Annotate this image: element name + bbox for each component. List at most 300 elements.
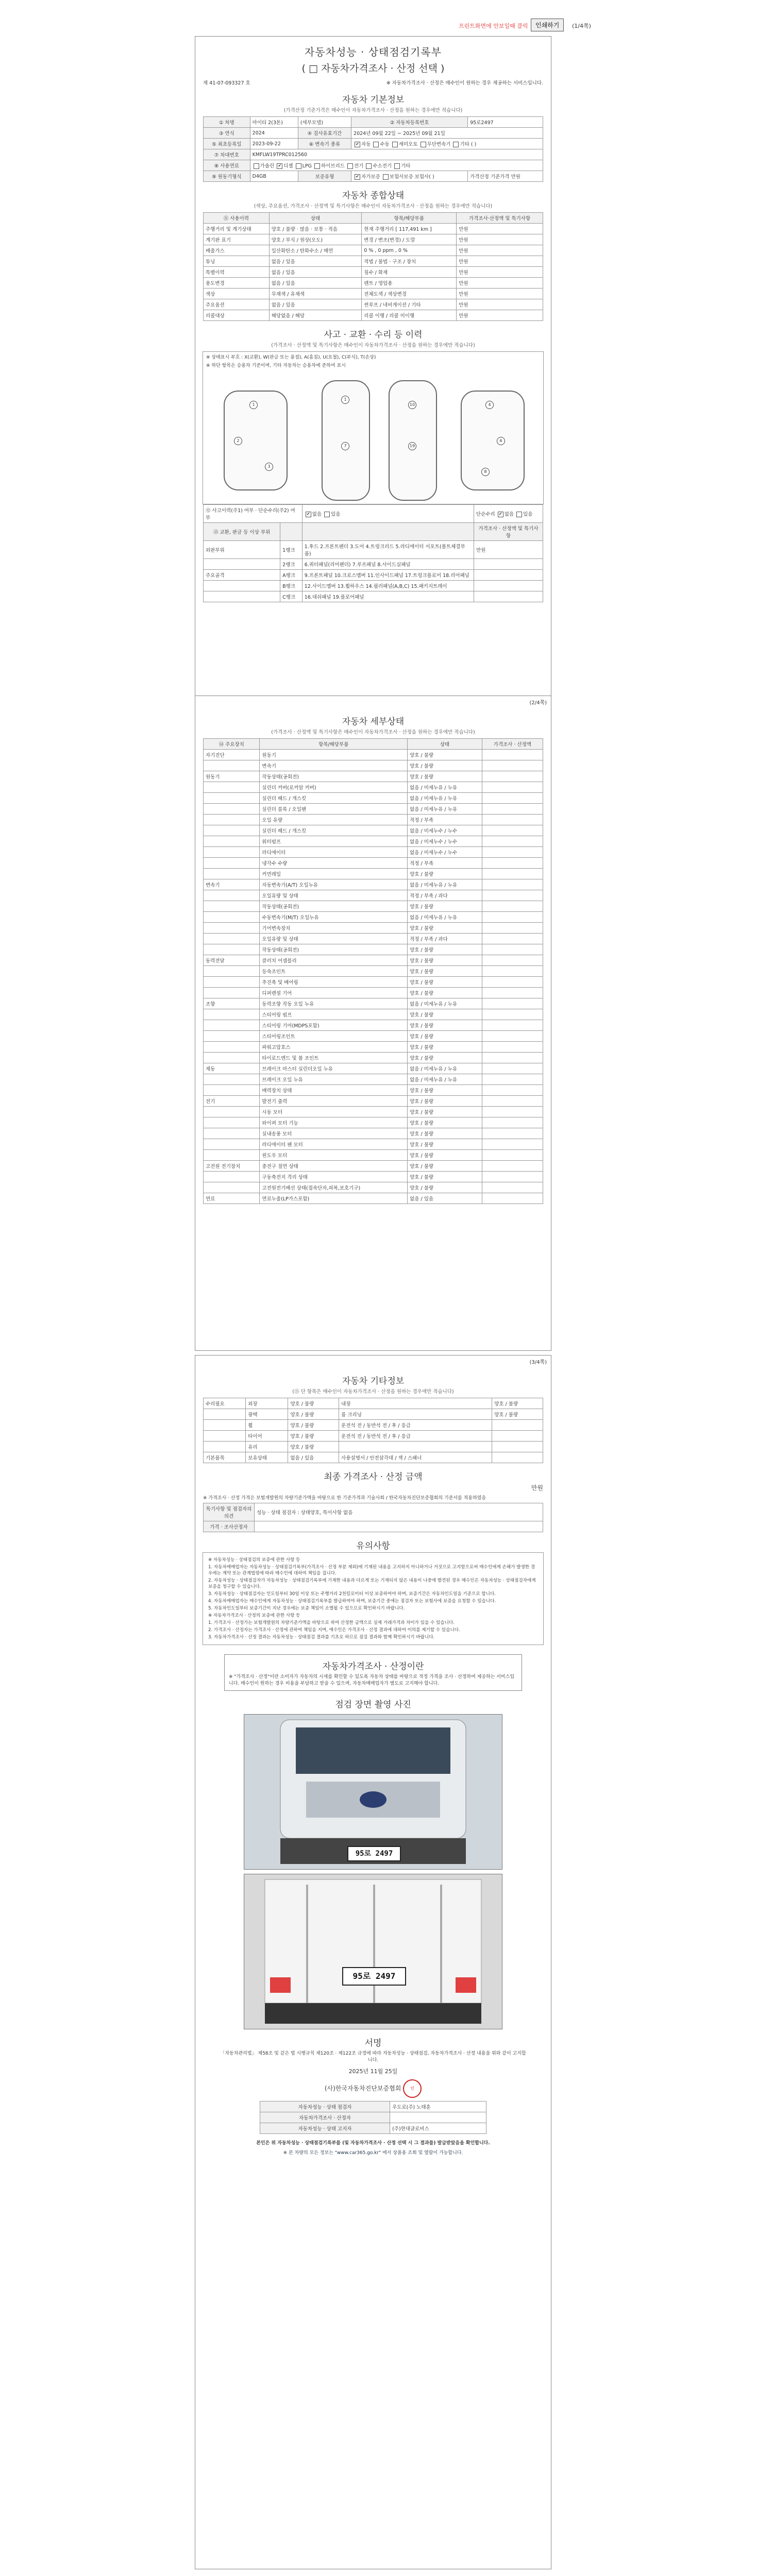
cell: 조향 <box>204 998 260 1009</box>
cell: 양호 / 불량 <box>408 923 482 934</box>
cell: 충전구 절연 상태 <box>260 1161 408 1172</box>
cell: 양호 / 불량 <box>408 955 482 966</box>
cell: 양호 / 불량 <box>288 1431 339 1442</box>
doc-subtitle: ( □ 자동차가격조사 · 산정 선택 ) <box>301 63 445 74</box>
checkbox <box>516 512 522 517</box>
cell <box>204 1182 260 1193</box>
sign-body <box>260 2102 486 2134</box>
cell: 브레이크 마스터 실린더오일 누유 <box>260 1063 408 1074</box>
engine: D4GB <box>250 171 298 182</box>
cell <box>204 1117 260 1128</box>
cell: 고전원전기배선 상태(접속단자,피복,보호기구) <box>260 1182 408 1193</box>
cell: 동력조향 작동 오일 누유 <box>260 998 408 1009</box>
cell <box>204 1431 246 1442</box>
cell <box>204 1085 260 1096</box>
sign-date: 2025년 11월 25일 <box>348 2068 398 2075</box>
part-marker: 19 <box>408 442 416 450</box>
car-name: 마이티 2(3톤) <box>250 117 298 128</box>
cell <box>204 966 260 977</box>
photo-front <box>244 1714 502 1870</box>
cell: 색상 <box>204 289 270 299</box>
detail-row <box>204 998 543 1009</box>
detail-row <box>204 782 543 793</box>
detail-row <box>204 815 543 825</box>
checkbox <box>324 512 330 517</box>
cell <box>204 760 260 771</box>
note-line: ※ 자동차성능 · 상태점검의 보증에 관한 사항 등 <box>208 1557 300 1563</box>
cell <box>204 890 260 901</box>
cell: 없음 / 있음 <box>269 299 362 310</box>
cell: 변경 / 변조(변경) / 도말 <box>362 234 457 245</box>
cell <box>482 912 543 923</box>
cell: 수리필요 <box>204 1398 246 1409</box>
detail-row <box>204 1128 543 1139</box>
cell <box>482 1053 543 1063</box>
trans-options <box>351 139 543 149</box>
cell: 자동차가격조사 · 산정자 <box>260 2112 390 2123</box>
opinion-text: 성능 · 상태 점검자 : 상태양호, 특이사항 없음 <box>255 1503 543 1521</box>
cell <box>482 804 543 815</box>
note-line: 3. 자동차성능 · 상태점검자는 인도일부터 30일 이상 또는 주행거리 2천킬로미터 이상 보증하여야 하며, 보증기간은 자동차인도일을 기준으로 합니다. <box>208 1591 496 1597</box>
cell <box>204 1074 260 1085</box>
cell: 오일유량 및 상태 <box>260 934 408 944</box>
cell: 등속조인트 <box>260 966 408 977</box>
label: ⑧ 사용연료 <box>204 160 250 171</box>
checkbox <box>394 163 400 169</box>
cell: 만원 <box>457 256 543 267</box>
etc-table <box>203 1398 543 1463</box>
cell: 양호 / 불량 <box>408 966 482 977</box>
detail-row <box>204 1042 543 1053</box>
cell: 없음 / 있음 <box>408 1193 482 1204</box>
cell <box>204 1042 260 1053</box>
cell <box>482 1096 543 1107</box>
cell: 작동상태(공회전) <box>260 901 408 912</box>
inspect-period: 2024년 09월 22일 ~ 2025년 09월 21일 <box>351 128 543 139</box>
cell <box>482 793 543 804</box>
label: 단순수리 <box>476 512 495 517</box>
frame-body <box>204 541 543 602</box>
cell: 없음 / 미세누유 / 누유 <box>408 879 482 890</box>
summary-body <box>204 224 543 321</box>
etc-row <box>204 1431 543 1442</box>
cell: 썬루프 / 네비게이션 / 기타 <box>362 299 457 310</box>
price-unit: 만원 <box>531 1484 543 1492</box>
cell: 실린더 헤드 / 개스킷 <box>260 825 408 836</box>
detail-row <box>204 1074 543 1085</box>
doc-title: 자동차성능 · 상태점검기록부 <box>305 46 442 58</box>
cell: 특별이력 <box>204 267 270 278</box>
opt: 있음 <box>523 512 533 517</box>
year: 2024 <box>250 128 298 139</box>
cell: 양호 / 불량 <box>408 901 482 912</box>
cell: 자동차성능 · 상태 점검자 <box>260 2102 390 2112</box>
label: ⑦ 차대번호 <box>204 149 250 160</box>
cell: 양호 / 불량 <box>288 1420 339 1431</box>
detail-row <box>204 1172 543 1182</box>
cell <box>204 1053 260 1063</box>
part-marker: 2 <box>234 437 242 445</box>
cell <box>482 1150 543 1161</box>
truck-rear-image <box>244 1874 502 2029</box>
cell <box>204 923 260 934</box>
cell: 양호 / 불량 <box>408 1053 482 1063</box>
cell: 2랭크 <box>280 559 303 570</box>
cell <box>204 944 260 955</box>
label: ⑥ 변속기 종류 <box>298 139 351 149</box>
cell <box>204 1420 246 1431</box>
cell: 자동차성능 · 상태 고지자 <box>260 2123 390 2134</box>
cell: 기어변속장치 <box>260 923 408 934</box>
col-head: 가격조사·산정액 및 특기사항 <box>457 213 543 224</box>
summary-title: 자동차 종합상태 <box>342 191 405 201</box>
etc-sub: (⑮ 단 항목은 매수인이 자동차가격조사 · 산정을 원하는 경우에만 적습니다) <box>292 1389 454 1395</box>
print-notice[interactable]: 프린트화면에 안보일때 클릭 <box>459 23 528 29</box>
cell: 발전기 출력 <box>260 1096 408 1107</box>
cell <box>482 901 543 912</box>
cell: 커먼레일 <box>260 869 408 879</box>
detail-row <box>204 890 543 901</box>
cell: 만원 <box>457 289 543 299</box>
cell: 양호 / 불량 <box>408 1020 482 1031</box>
cell: 만원 <box>457 224 543 234</box>
car-underbody <box>389 380 437 501</box>
detail-row <box>204 955 543 966</box>
cell: 해당없음 / 해당 <box>269 310 362 321</box>
cell: 만원 <box>457 310 543 321</box>
page-3 <box>195 1355 551 2569</box>
cell <box>204 804 260 815</box>
detail-row <box>204 750 543 760</box>
detail-row <box>204 1063 543 1074</box>
cell <box>482 955 543 966</box>
detail-body <box>204 750 543 1204</box>
cell <box>482 858 543 869</box>
sign-org-row <box>195 2079 551 2098</box>
detail-sub: (가격조사 · 산정액 및 특기사항은 매수인이 자동차가격조사 · 산정을 원하는 경우에만 적습니다) <box>271 730 475 735</box>
detail-row <box>204 858 543 869</box>
cell: 시동 모터 <box>260 1107 408 1117</box>
sign-title: 서명 <box>364 2038 382 2048</box>
detail-row <box>204 1193 543 1204</box>
cell <box>482 1009 543 1020</box>
cell: 냉각수 수량 <box>260 858 408 869</box>
cell <box>204 1409 246 1420</box>
opt: 세미오토 <box>398 142 418 147</box>
detail-row <box>204 1117 543 1128</box>
part-marker: 7 <box>341 442 349 450</box>
etc-row <box>204 1452 543 1463</box>
cell: 수동변속기(M/T) 오일누유 <box>260 912 408 923</box>
cell: 없음 / 미세누유 / 누유 <box>408 1063 482 1074</box>
opt: 보험사보증 보험사( ) <box>389 174 434 180</box>
detail-row <box>204 988 543 998</box>
cell <box>482 836 543 847</box>
col-head: 가격조사 · 산정액 <box>482 739 543 750</box>
cell: 용도변경 <box>204 278 270 289</box>
cell: 우도로(주) 노태훈 <box>390 2102 486 2112</box>
cell: 만원 <box>457 299 543 310</box>
cell <box>204 793 260 804</box>
opt: 디젤 <box>283 163 293 169</box>
cell: 만원 <box>457 267 543 278</box>
cell: 외판부위 <box>204 541 280 559</box>
frame-row <box>204 591 543 602</box>
cell <box>482 1182 543 1193</box>
cell <box>482 1031 543 1042</box>
detail-title: 자동차 세부상태 <box>342 717 405 727</box>
detail-row <box>204 869 543 879</box>
cell: 만원 <box>457 278 543 289</box>
cell: 실린더 헤드 / 개스킷 <box>260 793 408 804</box>
checkbox <box>296 163 301 169</box>
cell <box>204 1150 260 1161</box>
cell <box>492 1452 543 1463</box>
cell: 양호 / 불량 <box>408 1085 482 1096</box>
cell: 무채색 / 유채색 <box>269 289 362 299</box>
cell: 자동변속기(A/T) 오일누유 <box>260 879 408 890</box>
cell: 연료누출(LP가스포함) <box>260 1193 408 1204</box>
etc-row <box>204 1420 543 1431</box>
cell <box>204 1020 260 1031</box>
cell: 사용설명서 / 안전삼각대 / 잭 / 스패너 <box>339 1452 492 1463</box>
cell: 와이퍼 모터 기능 <box>260 1117 408 1128</box>
cell: 12.사이드멤버 13.휠하우스 14.필러패널(A,B,C) 15.패키지트레이 <box>302 581 474 591</box>
notes-box <box>203 1552 544 1645</box>
cell: 운전석 전 / 동반석 전 / 후 / 응급 <box>339 1431 492 1442</box>
cell <box>204 1009 260 1020</box>
cell: 6.쿼터패널(리어펜더) 7.루프패널 8.사이드실패널 <box>302 559 474 570</box>
brand-title: 자동차가격조사 · 산정이란 <box>322 1662 424 1672</box>
cell: 양호 / 불량 <box>408 1117 482 1128</box>
sign-text: 「자동차관리법」 제58조 및 같은 법 시행규칙 제120조 · 제122조 규정에 따라 자동차성능 · 상태점검, 자동차가격조사 · 산정 내용을 위와 같이 고지합니다. <box>220 2051 526 2063</box>
cell: 없음 / 있음 <box>269 256 362 267</box>
cell <box>482 879 543 890</box>
cell: 양호 / 불량 <box>408 988 482 998</box>
car-diagram <box>203 370 543 504</box>
cell: 내장 <box>339 1398 492 1409</box>
checkbox <box>392 142 398 147</box>
cell <box>482 1128 543 1139</box>
cell: 양호 / 불량 <box>408 1150 482 1161</box>
detail-row <box>204 879 543 890</box>
checkbox <box>373 142 379 147</box>
cell <box>482 890 543 901</box>
cell: 원동기 <box>260 750 408 760</box>
accident-title: 사고 · 교환 · 수리 등 이력 <box>324 330 423 340</box>
opt: 하이브리드 <box>321 163 345 169</box>
summary-table <box>203 212 543 321</box>
label: ⑤ 최초등록일 <box>204 139 250 149</box>
checkbox <box>347 163 353 169</box>
summary-row <box>204 234 543 245</box>
checkbox <box>366 163 372 169</box>
cell: 자기진단 <box>204 750 260 760</box>
part-marker: 4 <box>485 401 494 409</box>
cell <box>482 1107 543 1117</box>
cell: 적법 / 불법 · 구조 / 장치 <box>362 256 457 267</box>
legend-2: ※ 하단 항목은 승용차 기준이며, 기타 자동차는 승용차에 준하여 표시 <box>206 363 346 368</box>
cell: 양호 / 불량 <box>408 1139 482 1150</box>
cell: 양호 / 불량 <box>492 1398 543 1409</box>
cell: 타이로드엔드 및 볼 조인트 <box>260 1053 408 1063</box>
label: 가격 · 조사산정자 <box>204 1521 255 1532</box>
opt: 없음 <box>504 512 514 517</box>
detail-row <box>204 923 543 934</box>
cell <box>204 815 260 825</box>
cell: 오일유량 및 상태 <box>260 890 408 901</box>
cell: 휠 <box>246 1420 288 1431</box>
summary-row <box>204 256 543 267</box>
col-head: ⑬ 교환, 판금 등 이상 부위 <box>204 523 280 541</box>
col-head: 가격조사 · 산정액 및 특기사항 <box>474 523 543 541</box>
label: (세부모델) <box>298 117 351 128</box>
cell <box>204 869 260 879</box>
summary-row <box>204 278 543 289</box>
part-marker: 1 <box>249 401 258 409</box>
doc-warning: ※ 자동차가격조사 · 산정은 매수인이 원하는 경우 제공하는 서비스입니다. <box>386 80 543 86</box>
cell <box>482 1117 543 1128</box>
cell: 보유상태 <box>246 1452 288 1463</box>
cell: 양호 / 불량 · 많음 · 보통 · 적음 <box>269 224 362 234</box>
cell: 리콜대상 <box>204 310 270 321</box>
cell: 양호 / 불량 <box>288 1398 339 1409</box>
cell <box>482 1172 543 1182</box>
summary-row <box>204 245 543 256</box>
checkbox <box>254 163 259 169</box>
note-line: 2. 가격조사 · 산정자는 가격조사 · 산정에 관하여 책임을 지며, 매수인은 가격조사 · 산정 결과에 대하여 이의를 제기할 수 있습니다. <box>208 1628 460 1633</box>
cell: 양호 / 불량 <box>408 869 482 879</box>
frame-row <box>204 581 543 591</box>
checkbox <box>355 142 360 147</box>
detail-row <box>204 1139 543 1150</box>
cell: 없음 / 미세누유 / 누유 <box>408 998 482 1009</box>
cell <box>482 825 543 836</box>
note-line: 2. 자동차성능 · 상태점검자가 자동차성능 · 상태점검기록부에 기재한 내용과 다르게 또는 기재되지 않은 내용이 나중에 발견된 경우 매수인은 자동차성능 · 상태점검자에게 보증을 청구할 수 있습니다. <box>208 1578 536 1589</box>
etc-title: 자동차 기타정보 <box>342 1376 405 1386</box>
part-marker: 1 <box>341 396 349 404</box>
detail-row <box>204 934 543 944</box>
summary-row <box>204 289 543 299</box>
cell <box>474 570 543 581</box>
cell: 변속기 <box>204 879 260 890</box>
sign-row <box>260 2123 486 2134</box>
cell: 배출가스 <box>204 245 270 256</box>
cell: 작동상태(공회전) <box>260 771 408 782</box>
col-head: 항목/해당부품 <box>260 739 408 750</box>
cell: 주행거리 및 계기상태 <box>204 224 270 234</box>
col-head <box>280 523 303 541</box>
cell: 적정 / 부족 / 과다 <box>408 934 482 944</box>
cell: 없음 / 있음 <box>269 278 362 289</box>
cell: 광택 <box>246 1409 288 1420</box>
opinion-table <box>203 1503 543 1532</box>
detail-row <box>204 944 543 955</box>
cell: 1.후드 2.프론트펜더 3.도어 4.트렁크리드 5.라디에이터 서포트(볼트체결부품) <box>302 541 474 559</box>
print-button[interactable]: 인쇄하기 <box>531 19 564 31</box>
cell <box>204 1128 260 1139</box>
cell: 추진축 및 베어링 <box>260 977 408 988</box>
cell: 양호 / 불량 <box>408 760 482 771</box>
opt: 없음 <box>312 512 322 517</box>
cell: B랭크 <box>280 581 303 591</box>
cell <box>482 988 543 998</box>
cell: 양호 / 불량 <box>408 750 482 760</box>
cell: 실린더 블록 / 오일팬 <box>260 804 408 815</box>
cell: 현재 주행거리 [ 117,491 km ] <box>362 224 457 234</box>
detail-row <box>204 1053 543 1063</box>
note-line: 1. 자동차매매업자는 자동차성능 · 상태점검기록부(가격조사 · 산정 부분 제외)에 기재된 내용을 고지하지 아니하거나 거짓으로 고지함으로써 매수인에게 손해가 발생한 경우에는 계약 또는 관계법령에 따라 매수인에 대하여 책임을 집니다. <box>208 1565 535 1576</box>
first-reg: 2023-09-22 <box>250 139 298 149</box>
cell: 없음 / 미세누유 / 누유 <box>408 804 482 815</box>
cell: 기본품목 <box>204 1452 246 1463</box>
cell: 없음 / 있음 <box>288 1452 339 1463</box>
cell <box>204 782 260 793</box>
cell: 양호 / 불량 <box>408 1172 482 1182</box>
cell: 양호 / 불량 <box>408 1031 482 1042</box>
cell: 실린더 커버(로커암 커버) <box>260 782 408 793</box>
label: ① 차명 <box>204 117 250 128</box>
opt: 있음 <box>331 512 341 517</box>
cell: 주요옵션 <box>204 299 270 310</box>
col-head: ⑭ 주요장치 <box>204 739 260 750</box>
cell: 양호 / 부식 / 원상(오도) <box>269 234 362 245</box>
cell: 원동기 <box>204 771 260 782</box>
note-line: 1. 가격조사 · 산정가는 보험개발원의 차량기준가액을 바탕으로 하여 산정한 금액으로 실제 거래가격과 차이가 있을 수 있습니다. <box>208 1620 455 1625</box>
note-line: 4. 자동차매매업자는 매수인에게 자동차성능 · 상태점검기록부를 발급하여야 하며, 보증기간 중에는 점검자 또는 보험사에 보증을 요청할 수 있습니다. <box>208 1599 496 1604</box>
page-1 <box>195 36 551 722</box>
accident-question: ⑫ 사고이력(주1) 여부 · 단순수리(주2) 여부 <box>204 505 303 523</box>
summary-row <box>204 224 543 234</box>
cell: 외장 <box>246 1398 288 1409</box>
cell <box>492 1431 543 1442</box>
cell <box>492 1420 543 1431</box>
cell: 브레이크 오일 누유 <box>260 1074 408 1085</box>
opt: 자가보증 <box>361 174 380 180</box>
cell: 고전원 전기장치 <box>204 1161 260 1172</box>
cell: 양호 / 불량 <box>408 1107 482 1117</box>
accident-sub: (가격조사 · 산정액 및 특기사항은 매수인이 자동차가격조사 · 산정을 원하는 경우에만 적습니다) <box>271 343 475 348</box>
detail-row <box>204 793 543 804</box>
part-marker: 10 <box>408 401 416 409</box>
cell: 배력장치 상태 <box>260 1085 408 1096</box>
legend-1: ※ 상태표시 부호 : X(교환), W(판금 또는 용접), A(흠집), U(요철), C(부식), T(손상) <box>206 355 376 360</box>
part-marker: 6 <box>497 437 505 445</box>
cell <box>390 2112 486 2123</box>
cell: 만원 <box>457 245 543 256</box>
cell: 일산화탄소 / 탄화수소 / 매연 <box>269 245 362 256</box>
cell: 구동축전지 격리 상태 <box>260 1172 408 1182</box>
accident-zone <box>203 351 544 504</box>
cell: 적정 / 부족 <box>408 858 482 869</box>
cell <box>204 559 280 570</box>
cell: 양호 / 불량 <box>408 1042 482 1053</box>
cell: 주요골격 <box>204 570 280 581</box>
cell: 오일 유량 <box>260 815 408 825</box>
cell <box>482 966 543 977</box>
opt: 기타 ( ) <box>460 142 477 147</box>
cell: 없음 / 미세누유 / 누유 <box>408 782 482 793</box>
cell: 양호 / 불량 <box>408 771 482 782</box>
frame-row <box>204 559 543 570</box>
cell <box>204 836 260 847</box>
cell: 1랭크 <box>280 541 303 559</box>
cell <box>204 912 260 923</box>
checkbox <box>277 163 282 169</box>
checkbox <box>355 174 360 180</box>
footer-2: ※ 본 차량의 모든 정보는 "www.car365.go.kr" 에서 상품용 조회 및 열람이 가능합니다. <box>283 2150 463 2156</box>
doc-number: 제 41-07-093327 호 <box>203 80 250 86</box>
